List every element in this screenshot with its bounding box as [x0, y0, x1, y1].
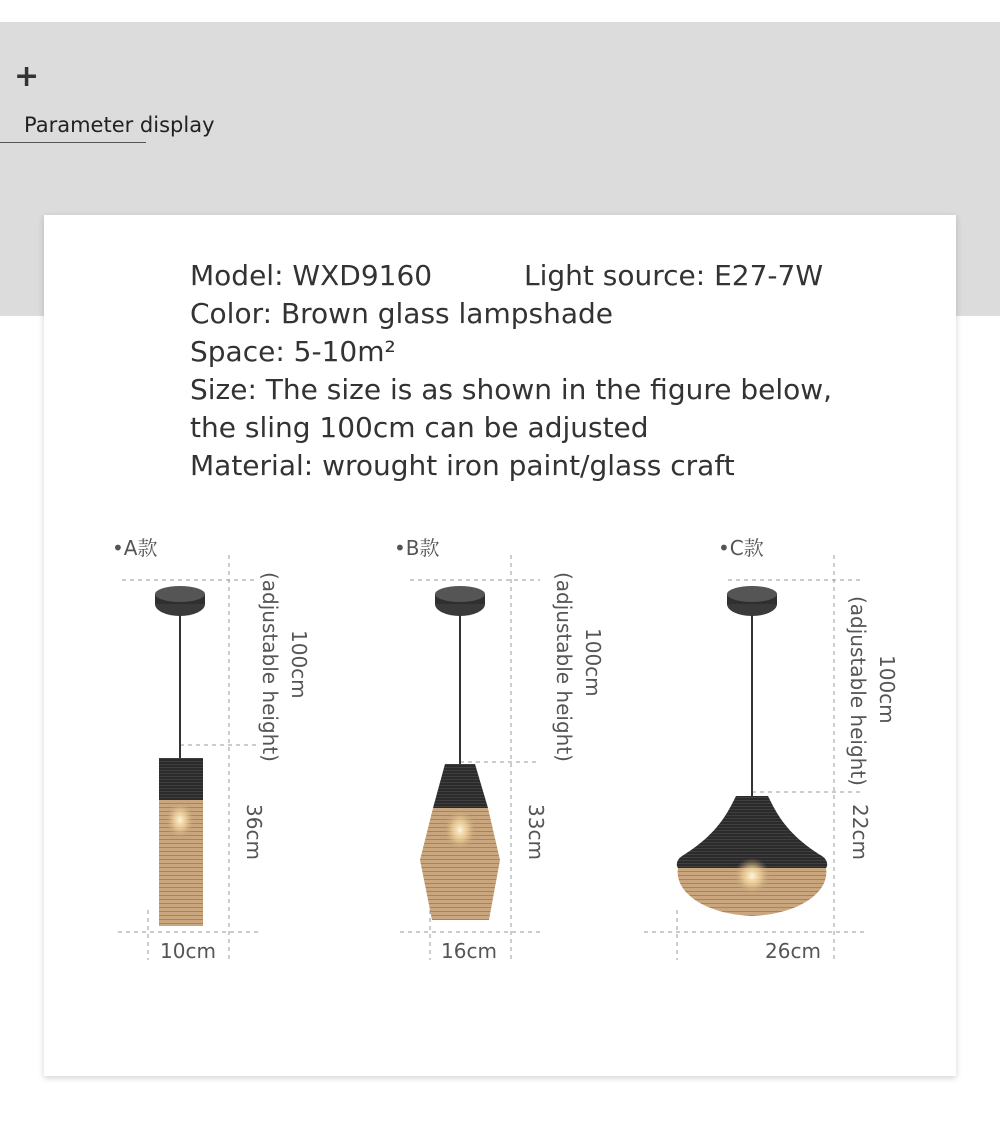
- variant-c-height: 22cm: [848, 804, 872, 860]
- lamp-c-drawing: [644, 555, 866, 960]
- variant-a-width: 10cm: [160, 939, 216, 963]
- spec-size-line1: Size: The size is as shown in the figure below,: [190, 373, 833, 406]
- variant-b-cord-note: (adjustable height): [552, 572, 576, 762]
- spec-space: Space: 5-10m²: [190, 335, 396, 368]
- variant-b-height: 33cm: [524, 804, 548, 860]
- variant-c-width: 26cm: [765, 939, 821, 963]
- variant-c-cord-length: 100cm: [875, 655, 899, 724]
- variant-a-height: 36cm: [242, 804, 266, 860]
- spec-color: Color: Brown glass lampshade: [190, 297, 613, 330]
- spec-light-source: Light source: E27-7W: [524, 259, 824, 292]
- lamp-a-drawing: [118, 555, 258, 960]
- variant-b-width: 16cm: [441, 939, 497, 963]
- spec-material: Material: wrought iron paint/glass craft: [190, 449, 735, 482]
- variant-a-label: •A款: [112, 536, 158, 560]
- spec-model: Model: WXD9160: [190, 259, 433, 292]
- variant-c-label: •C款: [718, 536, 764, 560]
- variant-a-cord-note: (adjustable height): [258, 572, 282, 762]
- variant-b-cord-length: 100cm: [581, 628, 605, 697]
- plus-icon[interactable]: +: [14, 59, 40, 94]
- lamp-b-drawing: [400, 555, 540, 960]
- variant-b-label: •B款: [394, 536, 440, 560]
- spec-size-line2: the sling 100cm can be adjusted: [190, 411, 649, 444]
- section-title: Parameter display: [24, 113, 215, 137]
- variant-c-cord-note: (adjustable height): [846, 596, 870, 786]
- variant-a-cord-length: 100cm: [287, 630, 311, 699]
